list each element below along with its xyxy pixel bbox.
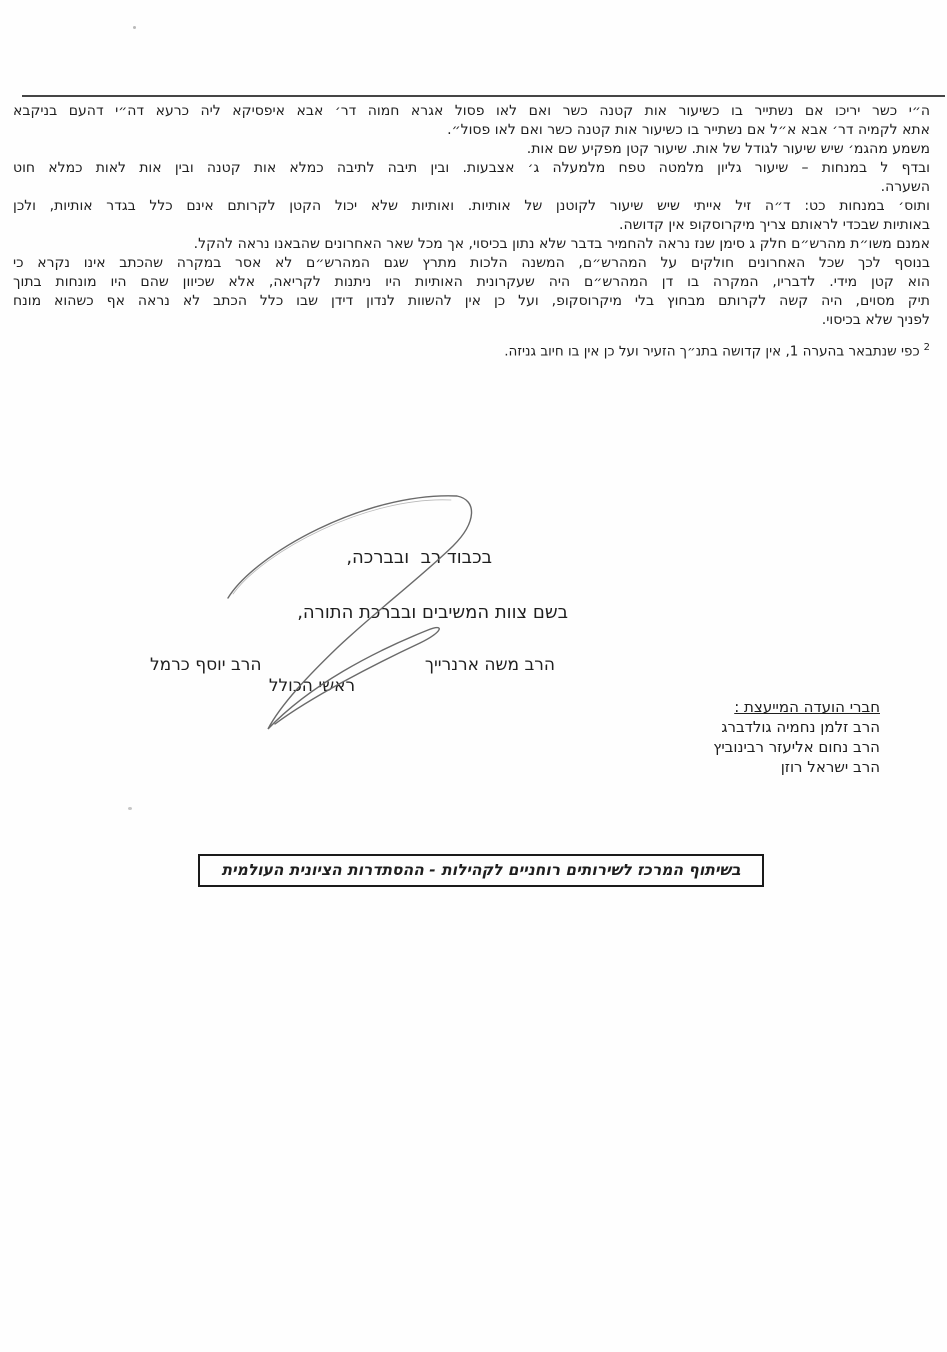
committee-member: הרב ישראל רוזן (780, 758, 880, 776)
body-line: משמע מהגמ׳ שיש שיעור לגודל של אות. שיעור קטן מפקיע שם אות. (526, 141, 930, 157)
body-line: השערה. (880, 179, 930, 195)
signer-name-left: הרב יוסף כרמל (150, 655, 262, 675)
body-line: תיק מסוים, היה קשה לקרותם מבחוץ בלי מיקרוסקופ, ועל כן אין להשוות לנדון דידן שבו כלל הכתב לא נראה אף כשהוא מונח (13, 293, 930, 309)
body-line: אמנם משו״ת מהרש״ם חלק ג סימן שנז נראה להחמיר בדבר שלא נתון בכיסוי, אך מכל שאר האחרונים שהבאנו נראה להקל. (193, 236, 930, 252)
responsum-body (13, 102, 930, 330)
partnership-footer-box (198, 854, 764, 887)
body-line: לפניך שלא בכיסוי. (821, 312, 930, 328)
body-line: ותוס׳ במנחות כט: ד״ה זיל אייתי שיש שיעור לקוטנן של אותיות. ואותיות שלא יכול הקטן לקרותם אינם כלל בגדר אותיות, ולכן (13, 198, 930, 214)
footnote-text: כפי שנתבאר בהערה 1, אין קדושה בתנ״ך הזעיר ועל כן אין בו חיוב גניזה. (504, 343, 920, 360)
footnote-marker: 2 (923, 342, 930, 353)
body-line: הוא קטן מידי. לדבריו, המקרה בו דן המהרש״ם היה שעקרונית האותיות היו ניתנות לקריאה, אלא שכיוון שהם היו מונחות בתוך (13, 274, 930, 290)
advisory-committee (713, 697, 880, 777)
body-line: באותיות שבכדי לראותם צריך מיקרוסקופ אין קדושה. (619, 217, 930, 233)
salutation-line: בכבוד רב ובברכה, (346, 547, 492, 568)
footnote (504, 342, 930, 360)
scan-speck (128, 807, 132, 810)
body-line: אתא לקמיה דר׳ אבא א״ל אם נשתייר בו כשיעור אות קטנה כשר ואם לאו פסול״. (447, 122, 930, 138)
body-line: ה״י כשר יריכו אם נשתייר בו כשיעור אות קטנה כשר ואם לאו פסול אגרא חמוה דר׳ אבא איפסיקא ליה כרעא דה״י דהעם בניקבא (13, 103, 930, 119)
scan-speck (133, 26, 136, 29)
signer-name-right: הרב משה ארנרייך (424, 655, 555, 675)
body-line: ובדף ל במנחות – שיעור גליון מלמטה טפח מלמעלה ג׳ אצבעות. ובין תיבה לתיבה כמלא אות קטנה ובין אות לאות כמלא חוט (13, 160, 930, 176)
signers-row (150, 655, 555, 675)
team-blessing-line: בשם צוות המשיבים ובברכת התורה, (297, 602, 568, 623)
partnership-footer-text: בשיתוף המרכז לשירותים רוחניים לקהילות - ההסתדרות הציונית העולמית (221, 861, 741, 879)
body-line: בנוסף לכך שכל האחרונים חולקים על המהרש״ם, המשנה הלכות מתרץ שגם המהרש״ם לא אסר במקרה שהכתב אינו נקרא כי (13, 255, 930, 271)
signers-role: ראשי הכולל (268, 676, 356, 696)
committee-heading: חברי הועדה המייעצת : (734, 698, 880, 716)
committee-member: הרב זלמן נחמיה גולדברג (721, 718, 880, 736)
committee-member: הרב נחום אליעזר רבינוביץ (713, 738, 880, 756)
header-divider-line (22, 95, 945, 97)
